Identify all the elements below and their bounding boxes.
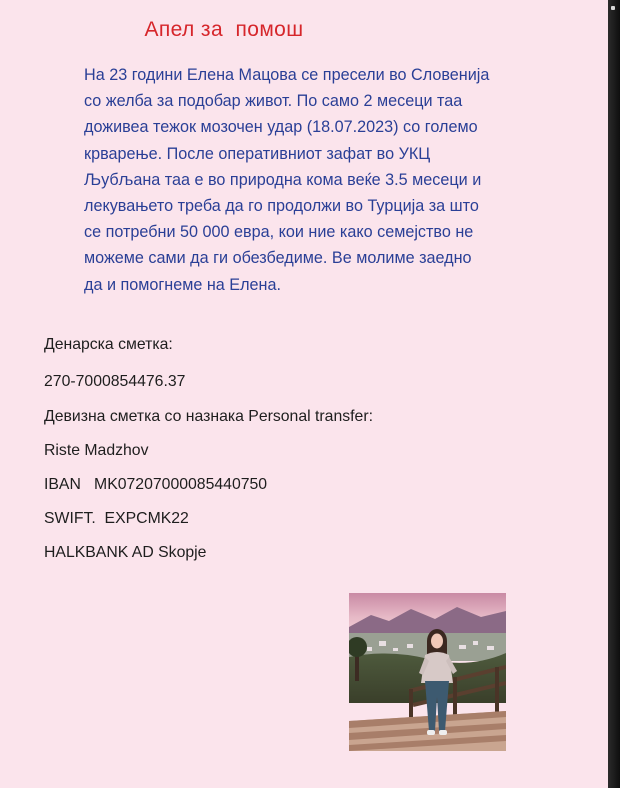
fx-account-label: Девизна сметка со назнака Personal transfer: [44, 408, 373, 425]
appeal-title: Апел за помош [144, 18, 304, 41]
paragraph-line: На 23 години Елена Мацова се пресели во Словенија [84, 66, 490, 84]
denar-account-label: Денарска сметка: [44, 336, 173, 353]
woman-on-steps-photo [349, 593, 506, 751]
edge-marker [611, 6, 615, 10]
swift-line: SWIFT. EXPCMK22 [44, 510, 189, 527]
paragraph-line: да и помогнеме на Елена. [84, 275, 281, 294]
paragraph-line: можеме сами да ги обезбедиме. Ве молиме заедно [84, 249, 472, 268]
photo-illustration [349, 593, 506, 751]
bank-name: HALKBANK AD Skopje [44, 544, 207, 561]
account-holder-name: Riste Madzhov [44, 442, 149, 459]
paragraph-line: со желба за подобар живот. По само 2 месеци таа [84, 92, 463, 111]
paragraph-line: доживеа тежок мозочен удар (18.07.2023) со големо [84, 118, 478, 137]
paragraph-line: крварење. После оперативниот зафат во УКЦ [84, 144, 431, 163]
appeal-paragraph [84, 62, 544, 298]
paragraph-line: се потребни 50 000 евра, кои ние како семејство не [84, 223, 474, 242]
denar-account-number: 270-7000854476.37 [44, 373, 186, 390]
paragraph-line: Љубљана таа е во природна кома веќе 3.5 месеци и [84, 170, 482, 189]
screen-edge [608, 0, 620, 788]
paragraph-line: лекувањето треба да го продолжи во Турција за што [84, 197, 479, 216]
iban-line: IBAN MK07207000085440750 [44, 476, 268, 493]
